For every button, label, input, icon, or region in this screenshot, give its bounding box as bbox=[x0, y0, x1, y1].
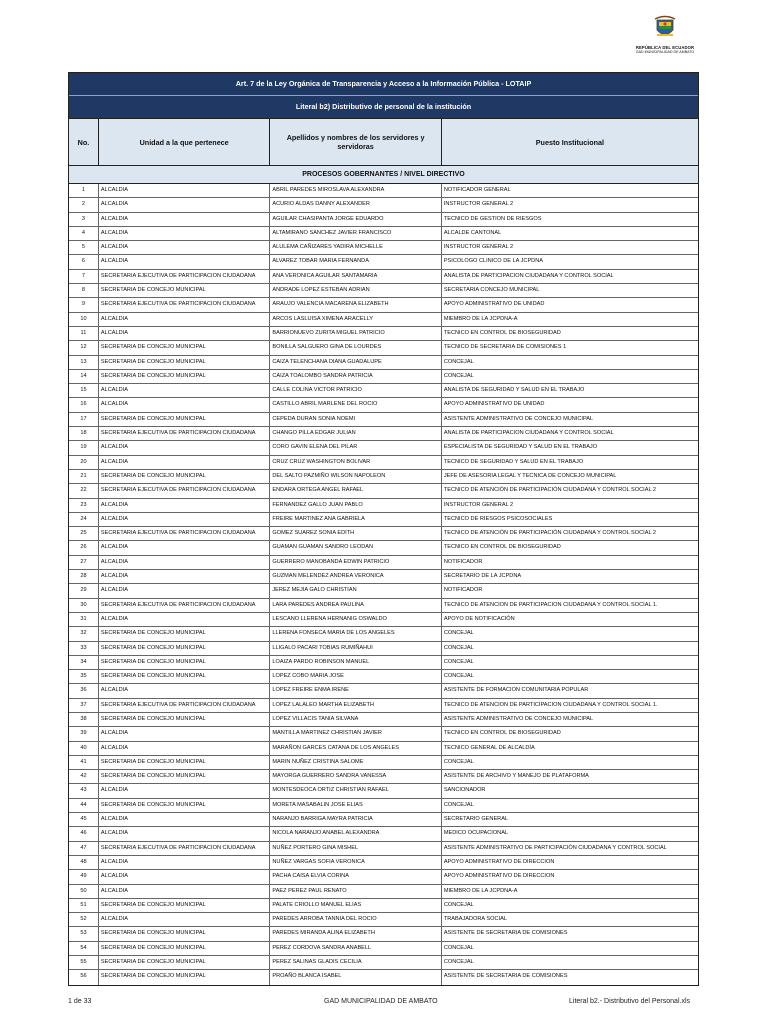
footer-page: 1 de 33 bbox=[68, 998, 92, 1005]
row-position: MIEMBRO DE LA JCPDNA-A bbox=[443, 887, 518, 894]
row-number: 13 bbox=[69, 356, 99, 369]
row-name: CHANGO PILLA EDGAR JULIAN bbox=[270, 427, 441, 440]
table-row bbox=[69, 699, 698, 713]
row-position: SECRETARIO DE LA JCPDNA bbox=[443, 573, 522, 580]
row-unit: ALCALDIA bbox=[99, 856, 270, 869]
table-row bbox=[69, 842, 698, 856]
row-name: LESCANO LLERENA HERNANIG OSWALDO bbox=[270, 613, 441, 626]
table-row bbox=[69, 584, 698, 598]
row-position: TECNICO DE SECRETARIA DE COMISIONES 1 bbox=[443, 344, 567, 351]
table-row bbox=[69, 956, 698, 970]
row-number: 3 bbox=[69, 213, 99, 226]
row-name: MARIN NUÑEZ CRISTINA SALOME bbox=[270, 756, 441, 769]
row-number: 34 bbox=[69, 656, 99, 669]
row-position: TECNICO EN CONTROL DE BIOSEGURIDAD bbox=[443, 730, 561, 737]
row-name: ARAUJO VALENCIA MACARENA ELIZABETH bbox=[270, 298, 441, 311]
table-row bbox=[69, 899, 698, 913]
row-unit: ALCALDIA bbox=[99, 499, 270, 512]
table-body bbox=[69, 184, 698, 985]
row-position: SECRETARIO GENERAL bbox=[443, 816, 509, 823]
row-number: 42 bbox=[69, 770, 99, 783]
table-row bbox=[69, 255, 698, 269]
row-position: INSTRUCTOR GENERAL 2 bbox=[443, 201, 514, 208]
row-unit: ALCALDIA bbox=[99, 198, 270, 211]
row-unit: SECRETARIA DE CONCEJO MUNICIPAL bbox=[99, 341, 270, 354]
row-number: 46 bbox=[69, 827, 99, 840]
row-number: 44 bbox=[69, 799, 99, 812]
row-position: ASISTENTE DE SECRETARIA DE COMISIONES bbox=[443, 973, 568, 980]
row-name: NICOLA NARANJO ANABEL ALEXANDRA bbox=[270, 827, 441, 840]
row-name: LOPEZ COBO MARIA JOSE bbox=[270, 670, 441, 683]
row-number: 54 bbox=[69, 942, 99, 955]
row-number: 29 bbox=[69, 584, 99, 597]
row-position: TECNICO DE ATENCION DE PARTICIPACION CIUDADANA Y CONTROL SOCIAL 1. bbox=[443, 701, 658, 708]
table-row bbox=[69, 198, 698, 212]
row-name: CAIZA TELENCHANA DIANA GUADALUPE bbox=[270, 356, 441, 369]
row-unit: SECRETARIA EJECUTIVA DE PARTICIPACION CIUDADANA bbox=[99, 270, 270, 283]
row-position: SANCIONADOR bbox=[443, 787, 486, 794]
row-number: 19 bbox=[69, 441, 99, 454]
row-name: CALLE COLINA VICTOR PATRICIO bbox=[270, 384, 441, 397]
row-unit: SECRETARIA DE CONCEJO MUNICIPAL bbox=[99, 799, 270, 812]
row-number: 55 bbox=[69, 956, 99, 969]
row-position: TECNICO GENERAL DE ALCALDÍA bbox=[443, 744, 535, 751]
row-position: TECNICO DE ATENCIÓN DE PARTICIPACIÓN CIUDADANA Y CONTROL SOCIAL 2 bbox=[443, 487, 657, 494]
row-unit: ALCALDIA bbox=[99, 827, 270, 840]
row-unit: ALCALDIA bbox=[99, 813, 270, 826]
row-number: 35 bbox=[69, 670, 99, 683]
row-unit: ALCALDIA bbox=[99, 398, 270, 411]
table-row bbox=[69, 642, 698, 656]
table-row bbox=[69, 742, 698, 756]
row-number: 40 bbox=[69, 742, 99, 755]
row-position: NOTIFICADOR GENERAL bbox=[443, 187, 511, 193]
row-number: 15 bbox=[69, 384, 99, 397]
row-position: NOTIFICADOR bbox=[443, 558, 483, 565]
row-position: TECNICO DE ATENCIÓN DE PARTICIPACIÓN CIUDADANA Y CONTROL SOCIAL 2 bbox=[443, 530, 657, 537]
row-unit: ALCALDIA bbox=[99, 227, 270, 240]
row-name: GUZMAN MELENDEZ ANDREA VERONICA bbox=[270, 570, 441, 583]
table-row bbox=[69, 827, 698, 841]
section-heading: PROCESOS GOBERNANTES / NIVEL DIRECTIVO bbox=[69, 165, 698, 184]
row-name: PAREDES ARROBA TANNIA DEL ROCIO bbox=[270, 913, 441, 926]
row-unit: SECRETARIA DE CONCEJO MUNICIPAL bbox=[99, 470, 270, 483]
row-unit: ALCALDIA bbox=[99, 742, 270, 755]
table-row bbox=[69, 970, 698, 984]
row-unit: ALCALDIA bbox=[99, 184, 270, 197]
row-position: CONCEJAL bbox=[443, 630, 474, 637]
table-row bbox=[69, 813, 698, 827]
table-row bbox=[69, 313, 698, 327]
row-name: GUERRERO MANOBANDA EDWIN PATRICIO bbox=[270, 556, 441, 569]
table-row bbox=[69, 327, 698, 341]
row-number: 26 bbox=[69, 541, 99, 554]
row-name: ANA VERONICA AGUILAR SANTAMARIA bbox=[270, 270, 441, 283]
row-number: 27 bbox=[69, 556, 99, 569]
row-number: 41 bbox=[69, 756, 99, 769]
table-row bbox=[69, 656, 698, 670]
row-position: APOYO ADMINISTRATIVO DE DIRECCION bbox=[443, 858, 555, 865]
row-number: 51 bbox=[69, 899, 99, 912]
table-row bbox=[69, 413, 698, 427]
row-unit: ALCALDIA bbox=[99, 213, 270, 226]
row-number: 45 bbox=[69, 813, 99, 826]
row-name: MANTILLA MARTINEZ CHRISTIAN JAVIER bbox=[270, 727, 441, 740]
table-row bbox=[69, 384, 698, 398]
table-row bbox=[69, 599, 698, 613]
row-unit: ALCALDIA bbox=[99, 870, 270, 883]
row-name: PEREZ CORDOVA SANDRA ANABELL bbox=[270, 942, 441, 955]
row-unit: SECRETARIA DE CONCEJO MUNICIPAL bbox=[99, 942, 270, 955]
row-position: PSICOLOGO CLINICO DE LA JCPDNA bbox=[443, 258, 543, 265]
logo-line-2: GAD MUNICIPALIDAD DE AMBATO bbox=[635, 50, 695, 54]
row-number: 37 bbox=[69, 699, 99, 712]
row-name: ALULEMA CAÑIZARES YADIRA MICHELLE bbox=[270, 241, 441, 254]
row-position: TECNICO EN CONTROL DE BIOSEGURIDAD bbox=[443, 329, 561, 336]
row-number: 53 bbox=[69, 927, 99, 940]
row-name: AGUILAR CHASIPANTA JORGE EDUARDO bbox=[270, 213, 441, 226]
row-unit: ALCALDIA bbox=[99, 727, 270, 740]
col-header-position: Puesto Institucional bbox=[535, 137, 605, 147]
row-name: CASTILLO ABRIL MARLENE DEL ROCIO bbox=[270, 398, 441, 411]
row-position: ANALISTA DE PARTICIPACION CIUDADANA Y CONTROL SOCIAL bbox=[443, 272, 614, 279]
row-position: CONCEJAL bbox=[443, 358, 474, 365]
col-header-no: No. bbox=[69, 119, 99, 165]
table-row bbox=[69, 727, 698, 741]
row-position: TECNICO DE RIESGOS PSICOSOCIALES bbox=[443, 515, 553, 522]
row-name: ALTAMIRANO SANCHEZ JAVIER FRANCISCO bbox=[270, 227, 441, 240]
table-row bbox=[69, 370, 698, 384]
table-row bbox=[69, 284, 698, 298]
row-position: INSTRUCTOR GENERAL 2 bbox=[443, 501, 514, 508]
row-number: 18 bbox=[69, 427, 99, 440]
row-number: 4 bbox=[69, 227, 99, 240]
row-number: 24 bbox=[69, 513, 99, 526]
row-position: ANALISTA DE SEGURIDAD Y SALUD EN EL TRABAJO bbox=[443, 387, 585, 394]
row-position: ASISTENTE DE ARCHIVO Y MANEJO DE PLATAFORMA bbox=[443, 773, 589, 780]
row-position: ESPECIALISTA DE SEGURIDAD Y SALUD EN EL TRABAJO bbox=[443, 444, 598, 451]
row-position: JEFE DE ASESORIA LEGAL Y TECNICA DE CONCEJO MUNICIPAL bbox=[443, 472, 617, 479]
row-name: ABRIL PAREDES MIROSLAVA ALEXANDRA bbox=[270, 184, 441, 197]
row-name: LOPEZ FREIRE ENMA IRENE bbox=[270, 684, 441, 697]
table-row bbox=[69, 570, 698, 584]
row-position: CONCEJAL bbox=[443, 944, 474, 951]
row-number: 47 bbox=[69, 842, 99, 855]
logo-line-1: REPÚBLICA DEL ECUADOR bbox=[635, 45, 695, 50]
row-number: 6 bbox=[69, 255, 99, 268]
row-position: ANALISTA DE PARTICIPACION CIUDADANA Y CONTROL SOCIAL bbox=[443, 430, 614, 437]
row-name: PACHA CAISA ELVIA CORINA bbox=[270, 870, 441, 883]
row-unit: SECRETARIA DE CONCEJO MUNICIPAL bbox=[99, 370, 270, 383]
table-row bbox=[69, 684, 698, 698]
table-row bbox=[69, 298, 698, 312]
table-row bbox=[69, 541, 698, 555]
table-row bbox=[69, 184, 698, 198]
row-name: FERNANDEZ GALLO JUAN PABLO bbox=[270, 499, 441, 512]
row-name: PEREZ SALINAS GLADIS CECILIA bbox=[270, 956, 441, 969]
row-position: TECNICO DE SEGURIDAD Y SALUD EN EL TRABAJO bbox=[443, 458, 584, 465]
table-row bbox=[69, 756, 698, 770]
row-number: 10 bbox=[69, 313, 99, 326]
row-position: ASISTENTE ADMINISTRATIVO DE CONCEJO MUNICIPAL bbox=[443, 415, 594, 422]
row-number: 8 bbox=[69, 284, 99, 297]
row-number: 56 bbox=[69, 970, 99, 984]
row-number: 28 bbox=[69, 570, 99, 583]
document-title: Art. 7 de la Ley Orgánica de Transparencia y Acceso a la Información Pública - LOTAIP bbox=[69, 73, 698, 96]
row-name: CEPEDA DURAN SONIA NOEMI bbox=[270, 413, 441, 426]
table-row bbox=[69, 270, 698, 284]
row-name: BONILLA SALGUERO GINA DE LOURDES bbox=[270, 341, 441, 354]
row-position: CONCEJAL bbox=[443, 658, 474, 665]
row-number: 7 bbox=[69, 270, 99, 283]
row-name: LOPEZ VILLACIS TANIA SILVANA bbox=[270, 713, 441, 726]
row-number: 48 bbox=[69, 856, 99, 869]
row-unit: SECRETARIA DE CONCEJO MUNICIPAL bbox=[99, 899, 270, 912]
row-unit: SECRETARIA DE CONCEJO MUNICIPAL bbox=[99, 627, 270, 640]
row-number: 17 bbox=[69, 413, 99, 426]
row-number: 49 bbox=[69, 870, 99, 883]
row-position: TRABAJADORA SOCIAL bbox=[443, 916, 507, 923]
table-row bbox=[69, 856, 698, 870]
row-number: 16 bbox=[69, 398, 99, 411]
row-position: INSTRUCTOR GENERAL 2 bbox=[443, 244, 514, 251]
row-position: CONCEJAL bbox=[443, 372, 474, 379]
row-position: NOTIFICADOR bbox=[443, 587, 483, 594]
row-position: MEDICO OCUPACIONAL bbox=[443, 830, 509, 837]
row-number: 5 bbox=[69, 241, 99, 254]
row-number: 14 bbox=[69, 370, 99, 383]
table-row bbox=[69, 241, 698, 255]
row-name: GUAMAN GUAMAN SANDRO LEODAN bbox=[270, 541, 441, 554]
table-row bbox=[69, 398, 698, 412]
row-number: 36 bbox=[69, 684, 99, 697]
table-row bbox=[69, 527, 698, 541]
row-name: ENDARA ORTEGA ANGEL RAFAEL bbox=[270, 484, 441, 497]
row-number: 1 bbox=[69, 184, 99, 197]
table-row bbox=[69, 713, 698, 727]
row-number: 20 bbox=[69, 456, 99, 469]
row-position: CONCEJAL bbox=[443, 644, 474, 651]
row-unit: SECRETARIA DE CONCEJO MUNICIPAL bbox=[99, 956, 270, 969]
row-name: LARA PAREDES ANDREA PAULINA bbox=[270, 599, 441, 612]
row-unit: SECRETARIA DE CONCEJO MUNICIPAL bbox=[99, 656, 270, 669]
row-number: 12 bbox=[69, 341, 99, 354]
document-subtitle: Literal b2) Distributivo de personal de la institución bbox=[69, 96, 698, 118]
row-name: MONTESDEOCA ORTIZ CHRISTIAN RAFAEL bbox=[270, 784, 441, 797]
col-header-name: Apellidos y nombres de los servidores y servidoras bbox=[270, 119, 441, 165]
row-unit: ALCALDIA bbox=[99, 784, 270, 797]
row-unit: SECRETARIA DE CONCEJO MUNICIPAL bbox=[99, 413, 270, 426]
row-position: APOYO ADMINISTRATIVO DE DIRECCION bbox=[443, 873, 555, 880]
row-unit: ALCALDIA bbox=[99, 684, 270, 697]
row-unit: SECRETARIA DE CONCEJO MUNICIPAL bbox=[99, 927, 270, 940]
row-unit: SECRETARIA DE CONCEJO MUNICIPAL bbox=[99, 642, 270, 655]
row-number: 52 bbox=[69, 913, 99, 926]
row-name: CRUZ CRUZ WASHINGTON BOLIVAR bbox=[270, 456, 441, 469]
row-name: CORO GAVIN ELENA DEL PILAR bbox=[270, 441, 441, 454]
row-unit: ALCALDIA bbox=[99, 584, 270, 597]
row-position: CONCEJAL bbox=[443, 959, 474, 966]
table-row bbox=[69, 885, 698, 899]
row-unit: SECRETARIA EJECUTIVA DE PARTICIPACION CIUDADANA bbox=[99, 527, 270, 540]
row-unit: ALCALDIA bbox=[99, 556, 270, 569]
row-position: TECNICO DE ATENCION DE PARTICIPACION CIUDADANA Y CONTROL SOCIAL 1. bbox=[443, 601, 658, 608]
row-name: JEREZ MEJIA GALO CHRISTIAN bbox=[270, 584, 441, 597]
row-name: PAEZ PEREZ PAUL RENATO bbox=[270, 885, 441, 898]
col-header-unit: Unidad a la que pertenece bbox=[99, 119, 270, 165]
table-row bbox=[69, 441, 698, 455]
table-row bbox=[69, 627, 698, 641]
row-number: 50 bbox=[69, 885, 99, 898]
row-position: CONCEJAL bbox=[443, 758, 474, 765]
row-unit: ALCALDIA bbox=[99, 255, 270, 268]
row-name: FREIRE MARTINEZ ANA GABRIELA bbox=[270, 513, 441, 526]
row-number: 2 bbox=[69, 198, 99, 211]
row-name: ANDRADE LOPEZ ESTEBAN ADRIAN bbox=[270, 284, 441, 297]
table-header bbox=[69, 118, 698, 165]
row-position: ASISTENTE DE FORMACION COMUNITARIA POPULAR bbox=[443, 687, 589, 694]
table-row bbox=[69, 784, 698, 798]
row-unit: SECRETARIA EJECUTIVA DE PARTICIPACION CIUDADANA bbox=[99, 484, 270, 497]
table-row bbox=[69, 356, 698, 370]
table-row bbox=[69, 913, 698, 927]
row-name: LOPEZ LALALEO MARTHA ELIZABETH bbox=[270, 699, 441, 712]
row-name: MORETA MASABALIN JOSE ELIAS bbox=[270, 799, 441, 812]
row-number: 25 bbox=[69, 527, 99, 540]
row-position: ASISTENTE ADMINISTRATIVO DE PARTICIPACIÓN CIUDADANA Y CONTROL SOCIAL bbox=[443, 844, 667, 851]
table-row bbox=[69, 670, 698, 684]
row-unit: SECRETARIA EJECUTIVA DE PARTICIPACION CIUDADANA bbox=[99, 699, 270, 712]
table-row bbox=[69, 213, 698, 227]
row-number: 23 bbox=[69, 499, 99, 512]
row-position: ASISTENTE DE SECRETARIA DE COMISIONES bbox=[443, 930, 568, 937]
row-name: ALVAREZ TOBAR MARIA FERNANDA bbox=[270, 255, 441, 268]
row-number: 22 bbox=[69, 484, 99, 497]
row-position: ALCALDE CANTONAL bbox=[443, 229, 502, 236]
table-row bbox=[69, 456, 698, 470]
row-name: NUÑEZ PORTERO GINA MISHEL bbox=[270, 842, 441, 855]
table-row bbox=[69, 556, 698, 570]
table-row bbox=[69, 227, 698, 241]
table-row bbox=[69, 799, 698, 813]
row-name: MARAÑON GARCES CATANA DE LOS ANGELES bbox=[270, 742, 441, 755]
row-name: LLIGALO PACARI TOBIAS RUMIÑAHUI bbox=[270, 642, 441, 655]
table-row bbox=[69, 499, 698, 513]
row-position: CONCEJAL bbox=[443, 673, 474, 680]
row-name: PROAÑO BLANCA ISABEL bbox=[270, 970, 441, 984]
row-position: APOYO DE NOTIFICACIÓN bbox=[443, 615, 515, 622]
institution-logo bbox=[632, 14, 698, 54]
row-number: 31 bbox=[69, 613, 99, 626]
row-number: 39 bbox=[69, 727, 99, 740]
row-unit: ALCALDIA bbox=[99, 327, 270, 340]
row-unit: ALCALDIA bbox=[99, 384, 270, 397]
table-row bbox=[69, 927, 698, 941]
row-unit: SECRETARIA DE CONCEJO MUNICIPAL bbox=[99, 770, 270, 783]
row-number: 9 bbox=[69, 298, 99, 311]
table-row bbox=[69, 770, 698, 784]
row-name: LLERENA FONSECA MARIA DE LOS ANGELES bbox=[270, 627, 441, 640]
row-name: LOAIZA PARDO ROBINSON MANUEL bbox=[270, 656, 441, 669]
row-unit: SECRETARIA DE CONCEJO MUNICIPAL bbox=[99, 284, 270, 297]
row-unit: ALCALDIA bbox=[99, 613, 270, 626]
row-position: TECNICO DE GESTION DE RIESGOS bbox=[443, 215, 542, 222]
row-name: NARANJO BARRIGA MAYRA PATRICIA bbox=[270, 813, 441, 826]
row-unit: SECRETARIA DE CONCEJO MUNICIPAL bbox=[99, 713, 270, 726]
row-name: GOMEZ SUAREZ SONIA EDITH bbox=[270, 527, 441, 540]
row-name: PAREDES MIRANDA ALINA ELIZABETH bbox=[270, 927, 441, 940]
row-unit: SECRETARIA EJECUTIVA DE PARTICIPACION CIUDADANA bbox=[99, 427, 270, 440]
row-unit: SECRETARIA EJECUTIVA DE PARTICIPACION CIUDADANA bbox=[99, 298, 270, 311]
row-number: 32 bbox=[69, 627, 99, 640]
row-position: APOYO ADMINISTRATIVO DE UNIDAD bbox=[443, 401, 545, 408]
row-unit: SECRETARIA DE CONCEJO MUNICIPAL bbox=[99, 356, 270, 369]
row-unit: ALCALDIA bbox=[99, 456, 270, 469]
row-number: 30 bbox=[69, 599, 99, 612]
row-unit: SECRETARIA EJECUTIVA DE PARTICIPACION CIUDADANA bbox=[99, 599, 270, 612]
row-position: MIEMBRO DE LA JCPDNA-A bbox=[443, 315, 518, 322]
row-position: CONCEJAL bbox=[443, 801, 474, 808]
row-unit: ALCALDIA bbox=[99, 570, 270, 583]
row-unit: ALCALDIA bbox=[99, 313, 270, 326]
personnel-table bbox=[68, 72, 699, 986]
table-row bbox=[69, 870, 698, 884]
row-position: APOYO ADMINISTRATIVO DE UNIDAD bbox=[443, 301, 545, 308]
row-name: BARRIONUEVO ZURITA MIGUEL PATRICIO bbox=[270, 327, 441, 340]
row-name: PALATE CRIOLLO MANUEL ELIAS bbox=[270, 899, 441, 912]
row-name: DEL SALTO PAZMIÑO WILSON NAPOLEON bbox=[270, 470, 441, 483]
table-row bbox=[69, 942, 698, 956]
footer-file: Literal b2.- Distributivo del Personal.xls bbox=[569, 998, 690, 1005]
row-position: SECRETARIA CONCEJO MUNICIPAL bbox=[443, 287, 540, 294]
row-unit: ALCALDIA bbox=[99, 441, 270, 454]
row-position: ASISTENTE ADMINISTRATIVO DE CONCEJO MUNICIPAL bbox=[443, 715, 594, 722]
table-row bbox=[69, 513, 698, 527]
row-name: MAYORGA GUERRERO SANDRA VANESSA bbox=[270, 770, 441, 783]
row-number: 33 bbox=[69, 642, 99, 655]
row-name: ARCOS LASLUISA XIMENA ARACELLY bbox=[270, 313, 441, 326]
row-number: 43 bbox=[69, 784, 99, 797]
table-row bbox=[69, 613, 698, 627]
row-position: TECNICO EN CONTROL DE BIOSEGURIDAD bbox=[443, 544, 561, 551]
row-unit: ALCALDIA bbox=[99, 541, 270, 554]
row-position: CONCEJAL bbox=[443, 901, 474, 908]
row-unit: ALCALDIA bbox=[99, 913, 270, 926]
row-unit: ALCALDIA bbox=[99, 885, 270, 898]
row-unit: SECRETARIA DE CONCEJO MUNICIPAL bbox=[99, 756, 270, 769]
row-unit: SECRETARIA EJECUTIVA DE PARTICIPACION CIUDADANA bbox=[99, 842, 270, 855]
coat-of-arms-icon bbox=[652, 14, 678, 40]
table-row bbox=[69, 427, 698, 441]
footer-org: GAD MUNICIPALIDAD DE AMBATO bbox=[324, 998, 438, 1005]
row-number: 21 bbox=[69, 470, 99, 483]
row-number: 11 bbox=[69, 327, 99, 340]
table-row bbox=[69, 484, 698, 498]
row-name: CAIZA TOALOMBO SANDRA PATRICIA bbox=[270, 370, 441, 383]
row-unit: ALCALDIA bbox=[99, 241, 270, 254]
table-row bbox=[69, 470, 698, 484]
table-row bbox=[69, 341, 698, 355]
row-unit: SECRETARIA DE CONCEJO MUNICIPAL bbox=[99, 670, 270, 683]
row-unit: ALCALDIA bbox=[99, 513, 270, 526]
row-unit: SECRETARIA DE CONCEJO MUNICIPAL bbox=[99, 970, 270, 984]
row-name: NUÑEZ VARGAS SOFIA VERONICA bbox=[270, 856, 441, 869]
row-name: ACURIO ALDAS DANNY ALEXANDER bbox=[270, 198, 441, 211]
row-number: 38 bbox=[69, 713, 99, 726]
